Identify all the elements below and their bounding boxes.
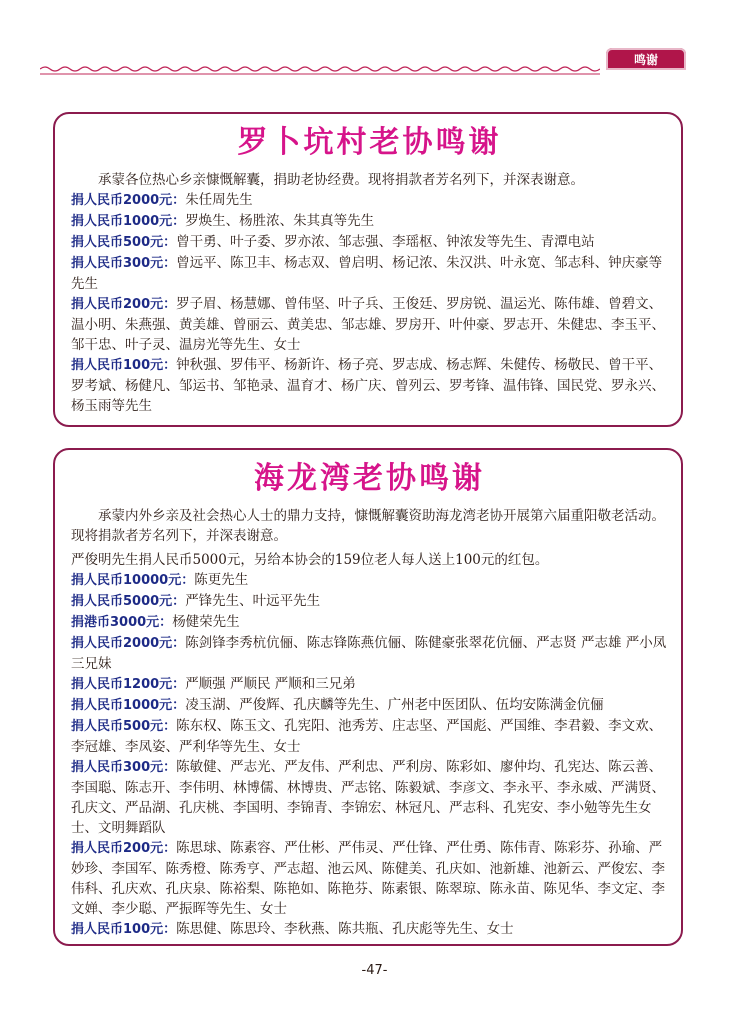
donor-names: 陈东权、陈玉文、孔宪阳、池秀芳、庄志坚、严国彪、严国维、李君毅、李文欢、李冠雄、李凤姿、严利华等先生、女士: [71, 718, 663, 755]
donor-names: 曾干勇、叶子委、罗亦浓、邹志强、李瑶枢、钟浓发等先生、青潭电站: [176, 234, 595, 250]
donation-amount-label: 捐港币3000元：: [71, 615, 173, 630]
donation-amount-label: 捐人民币2000元：: [71, 193, 186, 208]
section-title: 罗卜坑村老协鸣谢: [237, 125, 502, 160]
donation-amount-label: 捐人民币1000元：: [71, 698, 186, 713]
donation-row: [71, 591, 668, 612]
donor-names: 陈思健、陈思玲、李秋燕、陈共瓶、孔庆彪等先生、女士: [176, 921, 514, 937]
donation-amount-label: 捐人民币300元：: [71, 760, 177, 775]
donation-row: [71, 355, 668, 416]
donation-amount-label: 捐人民币5000元：: [71, 594, 186, 609]
donation-row: [71, 919, 668, 940]
donation-row: [71, 570, 668, 591]
donation-row: [71, 674, 668, 695]
donor-names: 杨健荣先生: [172, 614, 240, 630]
donor-names: 陈剑锋李秀杭伉俪、陈志锋陈燕伉俪、陈健豪张翠花伉俪、严志贤 严志雄 严小凤三兄妹: [71, 635, 667, 672]
section-title: 海龙湾老协鸣谢: [254, 461, 485, 496]
donation-row: [71, 211, 668, 232]
donation-row: [71, 232, 668, 253]
donor-names: 罗子眉、杨慧娜、曾伟坚、叶子兵、王俊廷、罗房锐、温运光、陈伟雄、曾碧文、温小明、朱燕强、黄美雄、曾丽云、黄美忠、邹志雄、罗房开、叶仲豪、罗志开、朱健忠、李玉平、邹干忠、叶子灵、温房光等先生、女士: [71, 296, 665, 353]
donation-row: [71, 253, 668, 294]
donation-amount-label: 捐人民币200元：: [71, 297, 177, 312]
donor-names: 罗焕生、杨胜浓、朱其真等先生: [185, 213, 375, 229]
donation-row: [71, 612, 668, 633]
donation-row: [71, 695, 668, 716]
donor-names: 曾远平、陈卫丰、杨志双、曾启明、杨记浓、朱汉洪、叶永宽、邹志科、钟庆豪等先生: [71, 255, 663, 292]
donation-amount-label: 捐人民币10000元：: [71, 573, 195, 588]
donor-names: 严顺强 严顺民 严顺和三兄弟: [185, 676, 356, 692]
donor-names: 陈敏健、严志光、严友伟、严利忠、严利房、陈彩如、廖仲均、孔宪达、陈云善、李国聪、陈志开、李伟明、林博儒、林博贵、严志铭、陈毅斌、李彦文、李永平、李永威、严满贤、孔庆文、严品湖、孔庆桃、李国明、李锦青、李锦宏、林冠凡、严志科、孔宪安、李小勉等先生女士、文明舞蹈队: [71, 759, 665, 836]
donor-names: 朱任周先生: [185, 192, 253, 208]
donation-amount-label: 捐人民币300元：: [71, 256, 177, 271]
thanks-box-hailongwan: [53, 448, 683, 946]
special-donation-note: 严俊明先生捐人民币5000元，另给本协会的159位老人每人送上100元的红包。: [71, 552, 549, 568]
donation-row: [71, 190, 668, 211]
intro-paragraph: 承蒙各位热心乡亲慷慨解囊，捐助老协经费。现将捐款者芳名列下，并深表谢意。: [98, 172, 584, 188]
donation-row: [71, 294, 668, 355]
donation-row: [71, 838, 668, 919]
donation-amount-label: 捐人民币1200元：: [71, 677, 186, 692]
donation-amount-label: 捐人民币500元：: [71, 719, 177, 734]
donation-row: [71, 757, 668, 838]
page-number: -47-: [361, 963, 388, 978]
donation-row: [71, 716, 668, 757]
donation-amount-label: 捐人民币1000元：: [71, 214, 186, 229]
header-wave-line: [40, 66, 600, 76]
donation-amount-label: 捐人民币100元：: [71, 922, 177, 937]
section-tab: 鸣谢: [606, 48, 686, 70]
donation-amount-label: 捐人民币500元：: [71, 235, 177, 250]
donation-amount-label: 捐人民币100元：: [71, 358, 177, 373]
donor-names: 钟秋强、罗伟平、杨新许、杨子亮、罗志成、杨志辉、朱健传、杨敬民、曾干平、罗考斌、杨健凡、邹运书、邹艳录、温育才、杨广庆、曾列云、罗考锋、温伟锋、国民党、罗永兴、杨玉雨等先生: [71, 357, 665, 414]
donation-row: [71, 633, 668, 674]
donor-list: [71, 570, 668, 940]
intro-paragraph: 承蒙内外乡亲及社会热心人士的鼎力支持，慷慨解囊资助海龙湾老协开展第六届重阳敬老活动。现将捐款者芳名列下，并深表谢意。: [71, 508, 665, 544]
donation-amount-label: 捐人民币200元：: [71, 841, 177, 856]
donor-names: 凌玉湖、严俊辉、孔庆麟等先生、广州老中医团队、伍均安陈满金伉俪: [185, 697, 604, 713]
donor-list: [71, 190, 668, 416]
donor-names: 严锋先生、叶远平先生: [185, 593, 321, 609]
donor-names: 陈更先生: [194, 572, 249, 588]
thanks-box-luobokeng: [53, 112, 683, 427]
donor-names: 陈思球、陈素容、严仕彬、严伟灵、严仕锋、严仕勇、陈伟青、陈彩芬、孙瑜、严妙珍、李国军、陈秀橙、陈秀亨、严志超、池云风、陈健美、孔庆如、池新雄、池新云、严俊宏、李伟科、孔庆欢、孔庆泉、陈裕梨、陈艳如、陈艳芬、陈素银、陈翠琼、陈永苗、陈见华、李文定、李文婵、李少聪、严振晖等先生、女士: [71, 840, 665, 917]
donation-amount-label: 捐人民币2000元：: [71, 636, 186, 651]
